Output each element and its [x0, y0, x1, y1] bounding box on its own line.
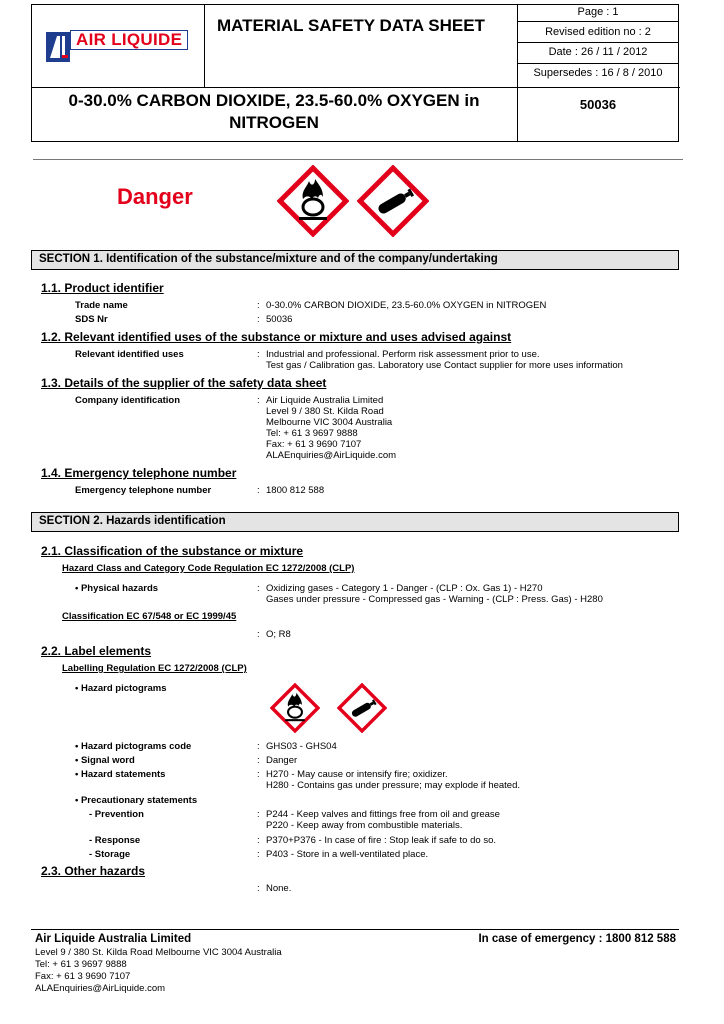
company-line: ALAEnquiries@AirLiquide.com: [266, 450, 397, 461]
colon: :: [257, 755, 260, 766]
subsection-2-2: 2.2. Label elements: [41, 644, 152, 658]
gas-cylinder-icon: [337, 683, 387, 733]
colon: :: [257, 629, 260, 640]
colon: :: [257, 395, 260, 406]
sds-number-value: 50036: [266, 314, 293, 325]
prevention-2: P220 - Keep away from combustible materials.: [266, 820, 463, 831]
subsection-2-3: 2.3. Other hazards: [41, 864, 146, 878]
response-value: P370+P376 - In case of fire : Stop leak if safe to do so.: [266, 835, 496, 846]
ec-value: O; R8: [266, 629, 291, 640]
uses-label: Relevant identified uses: [75, 349, 184, 360]
colon: :: [257, 300, 260, 311]
product-title: 0-30.0% CARBON DIOXIDE, 23.5-60.0% OXYGEN in NITROGEN: [68, 91, 480, 132]
flame-over-circle-icon: [270, 683, 320, 733]
divider: [32, 87, 680, 88]
revised-edition: Revised edition no : 2: [545, 26, 651, 38]
divider: [517, 63, 679, 64]
subsection-1-2: 1.2. Relevant identified uses of the substance or mixture and uses advised against: [41, 330, 512, 344]
physical-hazards-label: • Physical hazards: [75, 583, 159, 594]
company-label: Company identification: [75, 395, 181, 406]
separator: [33, 159, 683, 160]
footer-tel: Tel: + 61 3 9697 9888: [35, 959, 127, 970]
colon: :: [257, 849, 260, 860]
company-line: Fax: + 61 3 9690 7107: [266, 439, 362, 450]
subsection-1-4: 1.4. Emergency telephone number: [41, 466, 237, 480]
storage-label: - Storage: [89, 849, 131, 860]
other-hazards-value: None.: [266, 883, 292, 894]
logo-frame: [70, 30, 188, 50]
ec-heading: Classification EC 67/548 or EC 1999/45: [62, 611, 237, 622]
signal-word-label: • Signal word: [75, 755, 135, 766]
company-line: Level 9 / 380 St. Kilda Road: [266, 406, 384, 417]
divider: [517, 42, 679, 43]
hazard-statement-2: H280 - Contains gas under pressure; may explode if heated.: [266, 780, 521, 791]
signal-word: Danger: [117, 184, 193, 209]
sds-number-label: SDS Nr: [75, 314, 108, 325]
revision-date: Date : 26 / 11 / 2012: [548, 46, 648, 58]
pictograms-code-label: • Hazard pictograms code: [75, 741, 192, 752]
gas-cylinder-icon: [357, 165, 429, 237]
colon: :: [257, 883, 260, 894]
page-number: Page : 1: [577, 6, 619, 18]
footer-address: Level 9 / 380 St. Kilda Road Melbourne VIC 3004 Australia: [35, 947, 282, 958]
divider: [517, 21, 679, 22]
divider: [204, 5, 205, 87]
labelling-heading: Labelling Regulation EC 1272/2008 (CLP): [62, 663, 247, 674]
clp-heading: Hazard Class and Category Code Regulation EC 1272/2008 (CLP): [62, 563, 355, 574]
company-address: [266, 395, 396, 461]
uses-value-2: Test gas / Calibration gas. Laboratory use Contact supplier for more uses information: [266, 360, 623, 371]
footer-email: ALAEnquiries@AirLiquide.com: [35, 983, 166, 994]
colon: :: [257, 769, 260, 780]
storage-value: P403 - Store in a well-ventilated place.: [266, 849, 429, 860]
company-logo: [46, 30, 190, 62]
supersedes-date: Supersedes : 16 / 8 / 2010: [533, 67, 663, 79]
section-2-header: SECTION 2. Hazards identification: [31, 512, 679, 532]
physical-hazards-1: Oxidizing gases - Category 1 - Danger - (CLP : Ox. Gas 1) - H270: [266, 583, 543, 594]
logo-text: AIR LIQUIDE: [76, 30, 183, 49]
company-line: Melbourne VIC 3004 Australia: [266, 417, 393, 428]
response-label: - Response: [89, 835, 141, 846]
signal-word-value: Danger: [266, 755, 298, 766]
prevention-label: - Prevention: [89, 809, 144, 820]
uses-value-1: Industrial and professional. Perform risk assessment prior to use.: [266, 349, 540, 360]
colon: :: [257, 809, 260, 820]
hazard-statements-label: • Hazard statements: [75, 769, 166, 780]
colon: :: [257, 485, 260, 496]
company-line: Air Liquide Australia Limited: [266, 395, 384, 406]
colon: :: [257, 314, 260, 325]
footer-divider: [31, 929, 679, 930]
subsection-1-1: 1.1. Product identifier: [41, 281, 164, 295]
flame-over-circle-icon: [277, 165, 349, 237]
trade-name-value: 0-30.0% CARBON DIOXIDE, 23.5-60.0% OXYGEN in NITROGEN: [266, 300, 547, 311]
colon: :: [257, 835, 260, 846]
precautionary-label: • Precautionary statements: [75, 795, 198, 806]
emergency-label: Emergency telephone number: [75, 485, 212, 496]
section-1-header: SECTION 1. Identification of the substance/mixture and of the company/undertaking: [31, 250, 679, 270]
colon: :: [257, 349, 260, 360]
company-line: Tel: + 61 3 9697 9888: [266, 428, 358, 439]
trade-name-label: Trade name: [75, 300, 128, 311]
product-code: 50036: [579, 97, 617, 112]
footer-contact: [35, 947, 282, 995]
footer-company: Air Liquide Australia Limited: [35, 933, 192, 945]
colon: :: [257, 741, 260, 752]
colon: :: [257, 583, 260, 594]
air-liquide-logo-icon: [46, 32, 70, 62]
hazard-pictograms-label: • Hazard pictograms: [75, 683, 167, 694]
document-title: MATERIAL SAFETY DATA SHEET: [217, 16, 485, 35]
subsection-1-3: 1.3. Details of the supplier of the safety data sheet: [41, 376, 327, 390]
physical-hazards-2: Gases under pressure - Compressed gas - Warning - (CLP : Press. Gas) - H280: [266, 594, 603, 605]
hazard-statement-1: H270 - May cause or intensify fire; oxidizer.: [266, 769, 448, 780]
footer-emergency: In case of emergency : 1800 812 588: [478, 933, 676, 945]
subsection-2-1: 2.1. Classification of the substance or mixture: [41, 544, 304, 558]
footer-fax: Fax: + 61 3 9690 7107: [35, 971, 131, 982]
emergency-value: 1800 812 588: [266, 485, 325, 496]
pictograms-code-value: GHS03 - GHS04: [266, 741, 337, 752]
prevention-1: P244 - Keep valves and fittings free from oil and grease: [266, 809, 500, 820]
